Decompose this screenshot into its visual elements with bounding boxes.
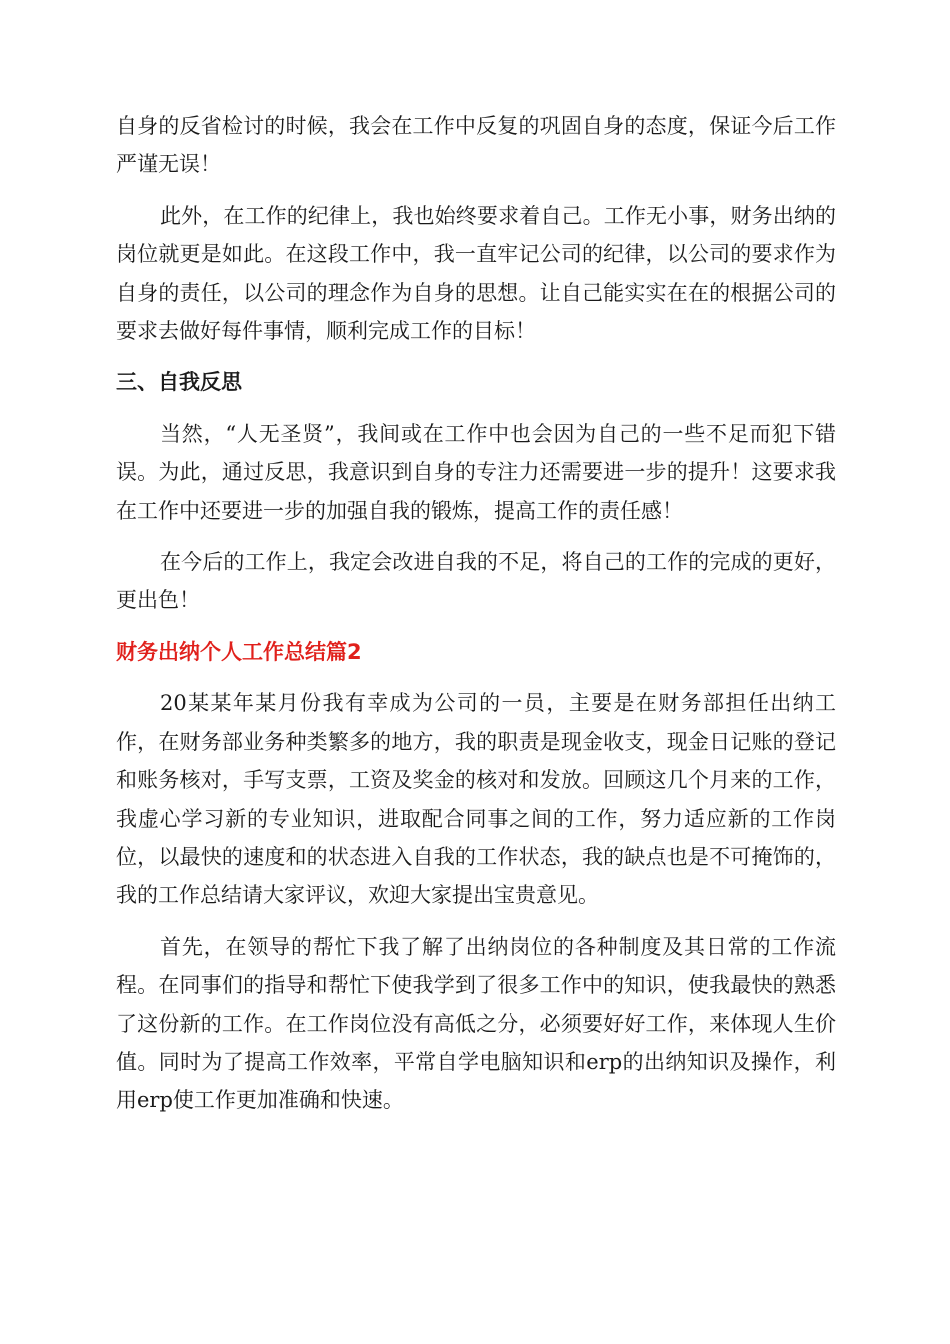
article-title-part-2: 财务出纳个人工作总结篇2: [116, 639, 362, 664]
document-page: [116, 107, 836, 1133]
paragraph-introduction: 20某某年某月份我有幸成为公司的一员，主要是在财务部担任出纳工作，在财务部业务种类繁多的地方，我的职责是现金收支，现金日记账的登记和账务核对，手写支票，工资及奖金的核对和发放。回顾这几个月来的工作，我虚心学习新的专业知识，进取配合同事之间的工作，努力适应新的工作岗位，以最快的速度和的状态进入自我的工作状态，我的缺点也是不可掩饰的，我的工作总结请大家评议，欢迎大家提出宝贵意见。: [116, 691, 836, 908]
section-heading-self-reflection: 三、自我反思: [116, 370, 242, 395]
paragraph-first: 首先，在领导的帮忙下我了解了出纳岗位的各种制度及其日常的工作流程。在同事们的指导和帮忙下使我学到了很多工作中的知识，使我最快的熟悉了这份新的工作。在工作岗位没有高低之分，必须要好好工作，来体现人生价值。同时为了提高工作效率，平常自学电脑知识和erp的出纳知识及操作，利用erp使工作更加准确和快速。: [116, 934, 836, 1113]
paragraph-reflection: 当然，“人无圣贤”，我间或在工作中也会因为自己的一些不足而犯下错误。为此，通过反思，我意识到自身的专注力还需要进一步的提升！这要求我在工作中还要进一步的加强自我的锻炼，提高工作的责任感！: [116, 421, 836, 523]
paragraph-continuation: 自身的反省检讨的时候，我会在工作中反复的巩固自身的态度，保证今后工作严谨无误！: [116, 114, 836, 177]
paragraph-discipline: 此外，在工作的纪律上，我也始终要求着自己。工作无小事，财务出纳的岗位就更是如此。在这段工作中，我一直牢记公司的纪律，以公司的要求作为自身的责任，以公司的理念作为自身的思想。让自己能实实在在的根据公司的要求去做好每件事情，顺利完成工作的目标！: [116, 203, 836, 344]
paragraph-future: 在今后的工作上，我定会改进自我的不足，将自己的工作的完成的更好，更出色！: [116, 550, 836, 613]
